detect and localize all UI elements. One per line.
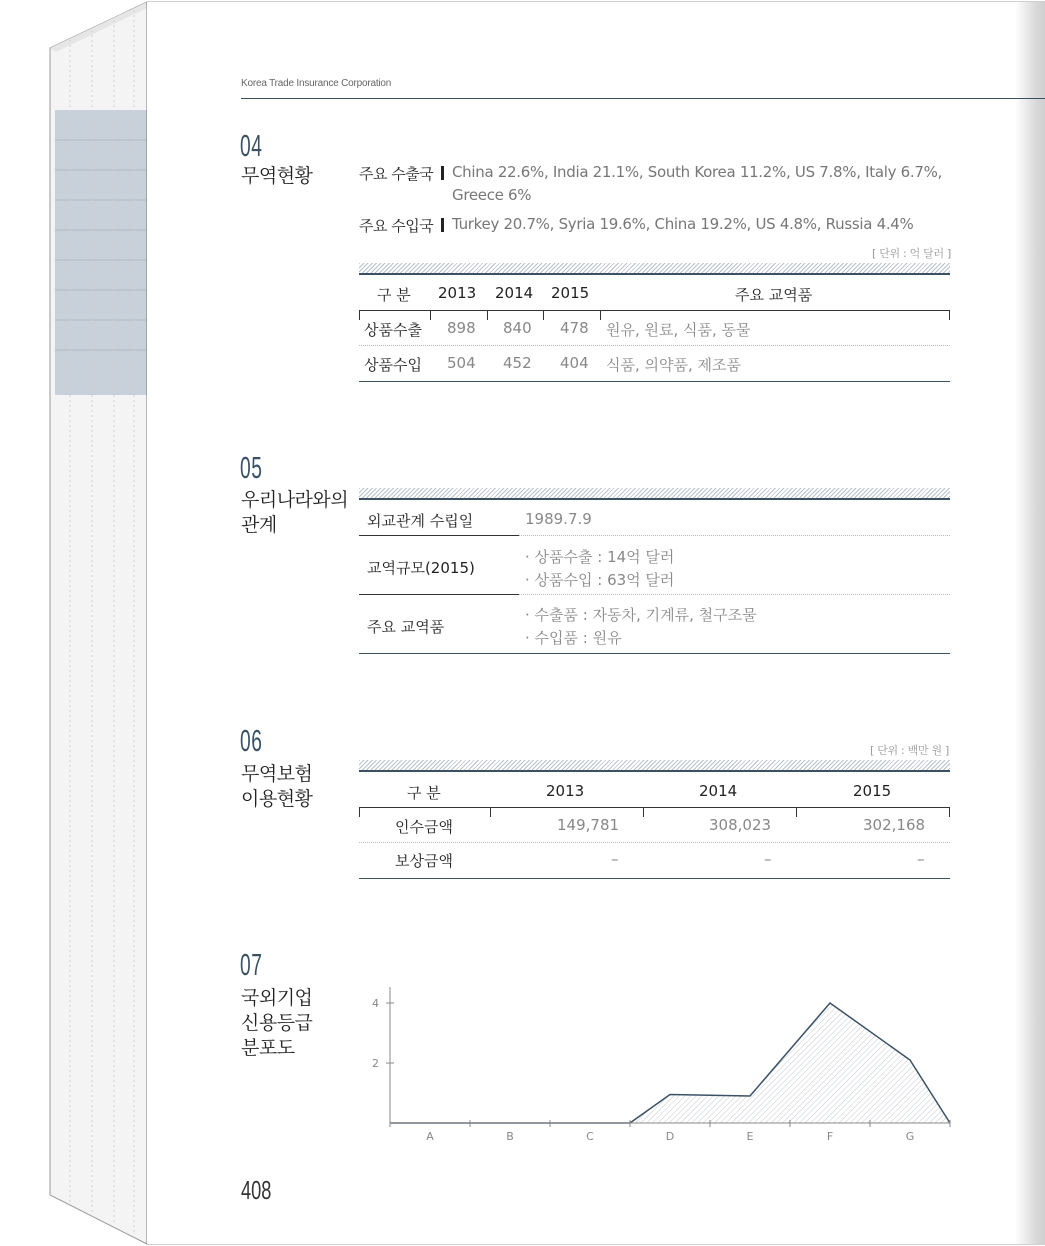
x-category-label: A — [426, 1130, 434, 1143]
section-07-title-line3: 분포도 — [241, 1037, 295, 1059]
row-divider — [359, 345, 950, 346]
y-tick-label: 2 — [372, 1057, 379, 1070]
row-value-line1: · 수출품 : 자동차, 기계류, 철구조물 — [525, 606, 757, 624]
header-2013: 2013 — [438, 284, 477, 302]
cell-2015: 404 — [560, 354, 589, 372]
separator-bar — [441, 166, 444, 180]
row-divider — [359, 842, 950, 843]
cell-2013: 504 — [447, 354, 476, 372]
cell-2014: 308,023 — [709, 816, 772, 834]
cell-2013: – — [611, 850, 619, 868]
x-category-label: D — [665, 1130, 675, 1143]
tick — [600, 310, 601, 320]
section-05-number: 05 — [240, 450, 263, 485]
tick — [359, 310, 360, 320]
header-category: 구 분 — [377, 286, 411, 304]
chart-area-group — [390, 1003, 950, 1123]
cell-2015: – — [917, 850, 925, 868]
header-2015: 2015 — [853, 782, 892, 800]
section-04-title: 무역현황 — [241, 165, 313, 187]
section-05-title-line1: 우리나라와의 — [241, 489, 349, 511]
header-underline — [359, 807, 950, 808]
header-2014: 2014 — [495, 284, 534, 302]
x-category-label: C — [586, 1130, 594, 1143]
table-bottom-rule — [359, 653, 950, 654]
cell-2013: 149,781 — [557, 816, 620, 834]
x-category-label: B — [506, 1130, 514, 1143]
separator-bar — [441, 218, 444, 232]
header-underline — [359, 310, 950, 311]
cell-2014: 840 — [503, 319, 532, 337]
cell-items: 식품, 의약품, 제조품 — [606, 356, 741, 374]
cell-2015: 302,168 — [863, 816, 926, 834]
label-divider — [359, 594, 519, 595]
section-06-title-line2: 이용현황 — [241, 788, 313, 810]
y-tick-label: 4 — [372, 997, 379, 1010]
unit-label: [ 단위 : 억 달러 ] — [872, 247, 952, 260]
header-2015: 2015 — [551, 284, 590, 302]
section-07-number: 07 — [240, 947, 263, 982]
unit-label: [ 단위 : 백만 원 ] — [870, 744, 950, 757]
section-04-number: 04 — [240, 128, 263, 163]
section-07-title-line1: 국외기업 — [241, 987, 313, 1009]
value-divider — [519, 535, 950, 536]
section-06-number: 06 — [240, 723, 263, 758]
tick — [490, 807, 491, 817]
header-rule — [241, 98, 1045, 99]
header-main-items: 주요 교역품 — [735, 286, 813, 304]
row-label: 외교관계 수립일 — [367, 512, 474, 530]
x-category-label: G — [905, 1130, 915, 1143]
page-number: 408 — [241, 1175, 272, 1205]
insurance-table — [359, 774, 950, 882]
row-label: 상품수출 — [364, 321, 422, 339]
tick — [796, 807, 797, 817]
row-label: 인수금액 — [395, 818, 453, 836]
row-value: 1989.7.9 — [525, 510, 592, 528]
x-category-label: F — [826, 1130, 834, 1143]
tick — [643, 807, 644, 817]
import-value: Turkey 20.7%, Syria 19.6%, China 19.2%, US 4.8%, Russia 4.4% — [452, 215, 914, 233]
tick — [430, 310, 431, 320]
relations-table — [359, 502, 950, 657]
header-category: 구 분 — [407, 784, 441, 802]
row-label: 교역규모(2015) — [367, 559, 475, 577]
cell-2014: – — [764, 850, 772, 868]
header-2013: 2013 — [546, 782, 585, 800]
x-category-label: E — [746, 1130, 754, 1143]
export-label: 주요 수출국 — [359, 165, 434, 183]
section-06-title-line1: 무역보험 — [241, 763, 313, 785]
export-value: China 22.6%, India 21.1%, South Korea 11.2%, US 7.8%, Italy 6.7%, Greece 6% — [452, 163, 943, 204]
row-label: 상품수입 — [364, 356, 422, 374]
section-07-title-line2: 신용등급 — [241, 1012, 313, 1034]
cell-2015: 478 — [560, 319, 589, 337]
credit-rating-chart — [360, 985, 960, 1150]
header-2014: 2014 — [699, 782, 738, 800]
row-label: 보상금액 — [395, 852, 453, 870]
row-value-line2: · 상품수입 : 63억 달러 — [525, 571, 675, 589]
tick — [359, 807, 360, 817]
main-export-countries — [359, 163, 942, 207]
tick — [543, 310, 544, 320]
tick — [949, 807, 950, 817]
value-divider — [519, 594, 950, 595]
table-top-hatch — [359, 263, 950, 275]
tick — [949, 310, 950, 320]
tick — [487, 310, 488, 320]
table-bottom-rule — [359, 878, 950, 879]
area-fill — [390, 1003, 950, 1123]
row-value-line2: · 수입품 : 원유 — [525, 629, 622, 647]
page-shadow — [1015, 2, 1045, 1244]
trade-table — [359, 277, 950, 383]
table-top-hatch — [359, 760, 950, 772]
label-divider — [359, 535, 519, 536]
import-label: 주요 수입국 — [359, 217, 434, 235]
row-label: 주요 교역품 — [367, 618, 445, 636]
section-05-title-line2: 관계 — [241, 514, 277, 536]
table-top-hatch — [359, 488, 950, 500]
running-head: Korea Trade Insurance Corporation — [241, 78, 392, 89]
cell-2014: 452 — [503, 354, 532, 372]
cell-items: 원유, 원료, 식품, 동물 — [606, 321, 751, 339]
row-value-line1: · 상품수출 : 14억 달러 — [525, 548, 675, 566]
main-import-countries — [359, 215, 952, 236]
table-bottom-rule — [359, 381, 950, 382]
cell-2013: 898 — [447, 319, 476, 337]
